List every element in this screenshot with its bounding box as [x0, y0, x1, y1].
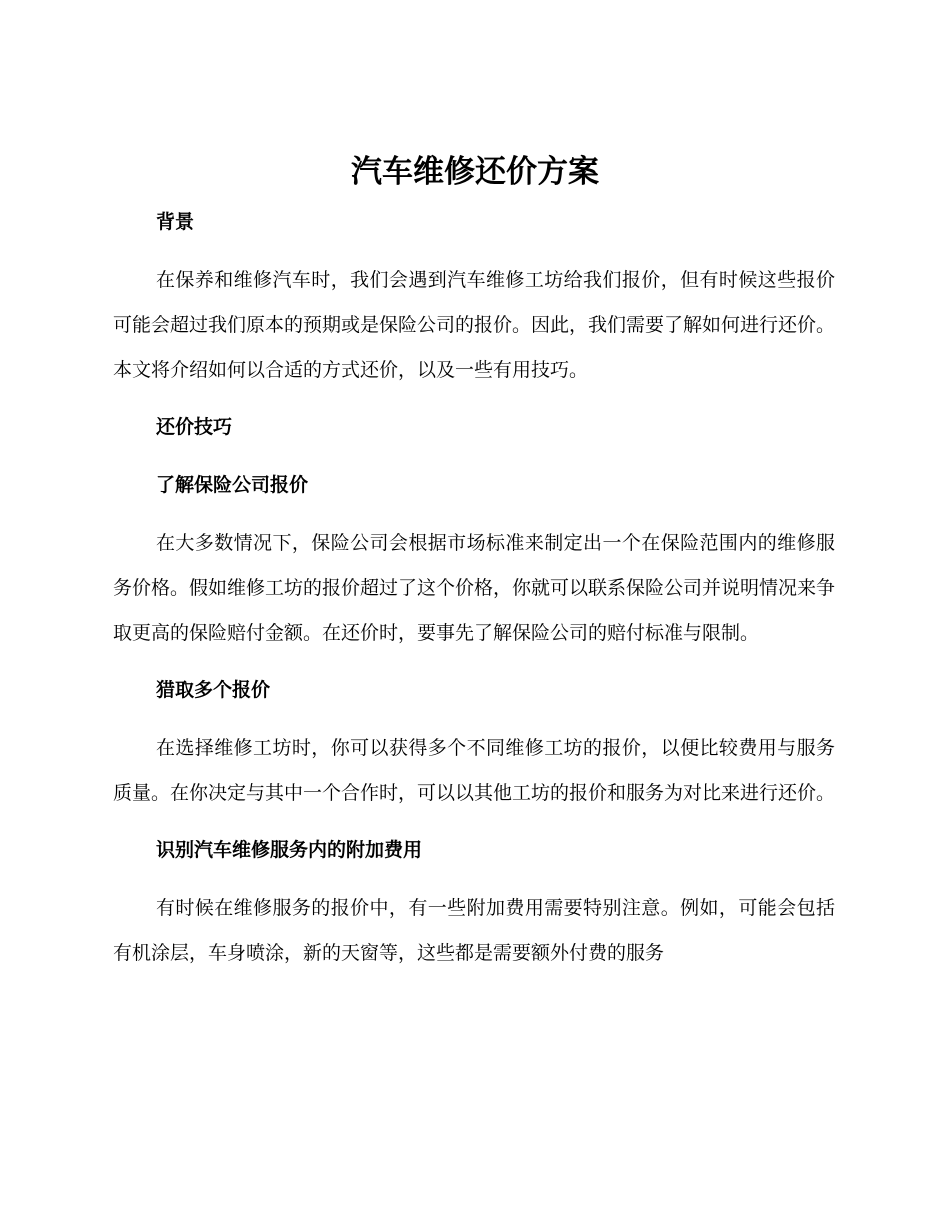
section-paragraph-additional-fees: 有时候在维修服务的报价中，有一些附加费用需要特别注意。例如，可能会包括有机涂层，车身喷涂，新的天窗等，这些都是需要额外付费的服务: [113, 897, 835, 964]
section-heading-background: 背景: [156, 211, 195, 233]
section-paragraph-background: 在保养和维修汽车时，我们会遇到汽车维修工坊给我们报价，但有时候这些报价可能会超过我们原本的预期或是保险公司的报价。因此，我们需要了解如何进行还价。本文将介绍如何以合适的方式还价，以及一些有用技巧。: [113, 269, 836, 381]
section-paragraph-multiple-quotes: 在选择维修工坊时，你可以获得多个不同维修工坊的报价，以便比较费用与服务质量。在你决定与其中一个合作时，可以以其他工坊的报价和服务为对比来进行还价。: [113, 737, 836, 804]
section-paragraph-insurance-quote: 在大多数情况下，保险公司会根据市场标准来制定出一个在保险范围内的维修服务价格。假如维修工坊的报价超过了这个价格，你就可以联系保险公司并说明情况来争取更高的保险赔付金额。在还价时，要事先了解保险公司的赔付标准与限制。: [113, 532, 836, 644]
section-heading-multiple-quotes: 猎取多个报价: [156, 679, 271, 701]
section-heading-insurance-quote: 了解保险公司报价: [156, 474, 309, 496]
section-heading-additional-fees: 识别汽车维修服务内的附加费用: [156, 839, 423, 861]
document-title: 汽车维修还价方案: [351, 154, 599, 190]
section-heading-bargaining-tips: 还价技巧: [156, 416, 233, 438]
document-body: [113, 200, 835, 976]
